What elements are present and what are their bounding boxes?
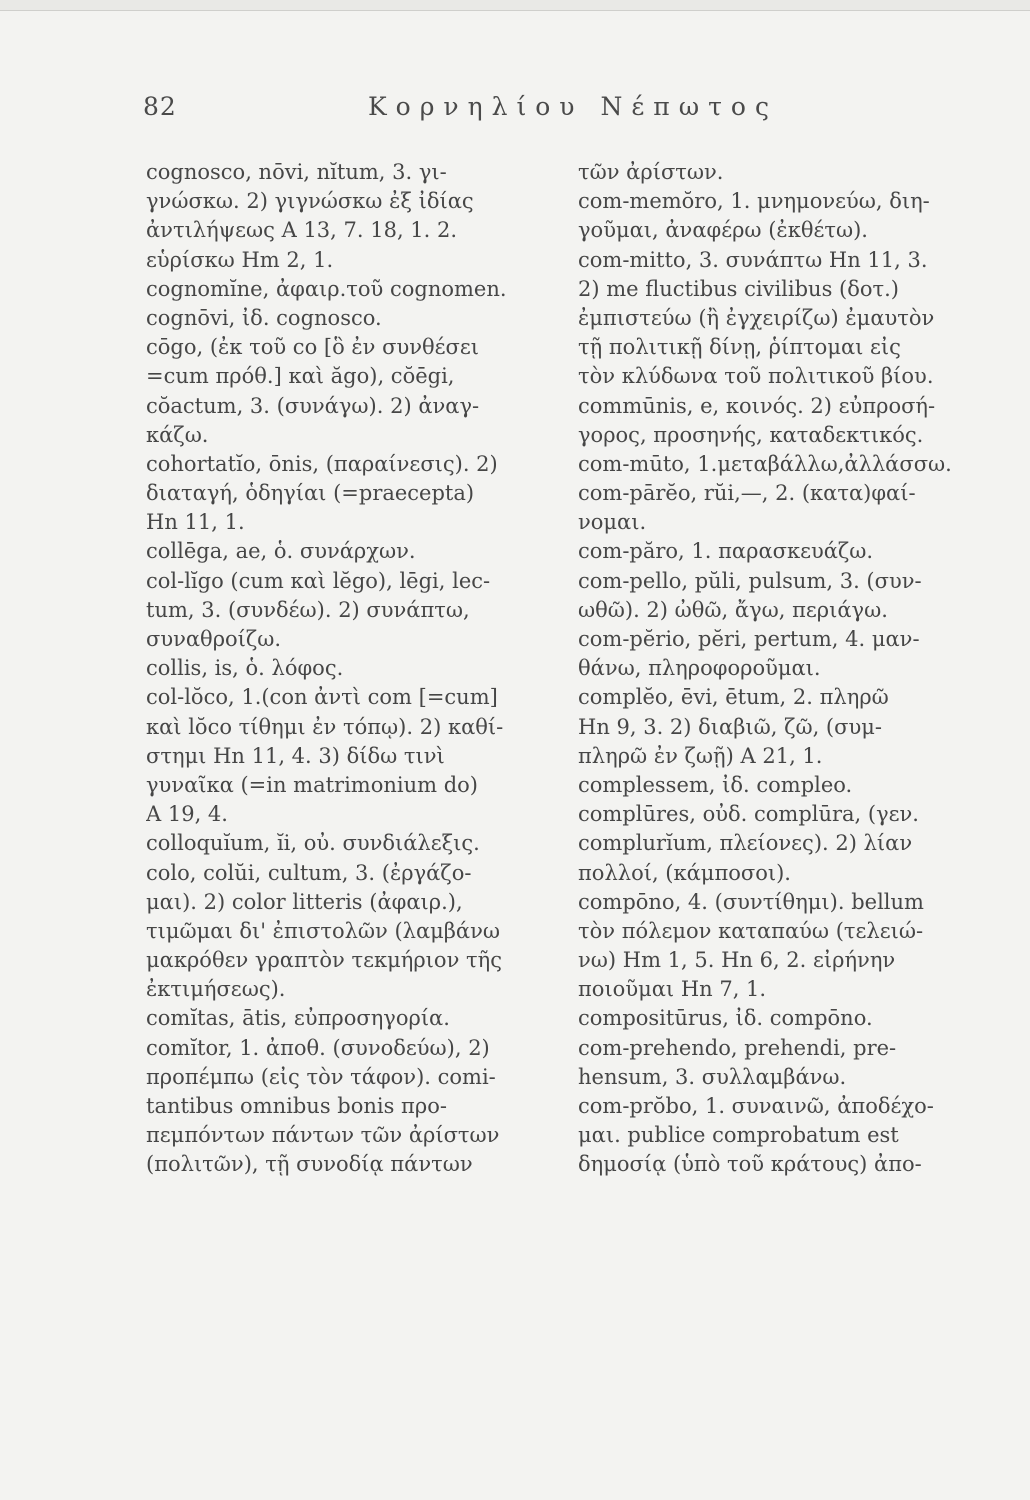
text-line: (πολιτῶν), τῇ συνοδίᾳ πάντων xyxy=(146,1152,473,1177)
text-line: com-prehendo, prehendi, pre- xyxy=(578,1035,897,1060)
text-line: 2) me fluctibus civilibus (δοτ.) xyxy=(578,276,899,301)
text-line: col-lŏco, 1.(con ἀντὶ com [=cum] xyxy=(146,685,498,710)
running-title: Κορνηλίου Νέπωτος xyxy=(368,92,778,121)
text-line: κάζω. xyxy=(146,422,209,447)
text-line: ἀντιλήψεως Α 13, 7. 18, 1. 2. xyxy=(146,218,458,243)
text-line: γοῦμαι, ἀναφέρω (ἐκθέτω). xyxy=(578,218,868,243)
text-line: com-mūto, 1.μεταβάλλω,ἀλλάσσω. xyxy=(578,451,952,476)
text-line: cōgo, (ἐκ τοῦ co [ὃ ἐν συνθέσει xyxy=(146,335,479,360)
text-line: cohortatĭo, ōnis, (παραίνεσις). 2) xyxy=(146,451,498,476)
text-line: πολλοί, (κάμποσοι). xyxy=(578,860,791,885)
text-line: compositūrus, ἰδ. compōno. xyxy=(578,1006,873,1031)
text-line: Hn 9, 3. 2) διαβιῶ, ζῶ, (συμ- xyxy=(578,714,882,739)
text-line: ωθῶ). 2) ὠθῶ, ἄγω, περιάγω. xyxy=(578,597,888,622)
text-line: μακρόθεν γραπτὸν τεκμήριον τῆς xyxy=(146,948,502,973)
text-line: com-pello, pŭli, pulsum, 3. (συν- xyxy=(578,568,922,593)
text-line: com-mitto, 3. συνάπτω Hn 11, 3. xyxy=(578,247,928,272)
text-line: Α 19, 4. xyxy=(146,802,228,827)
text-line: comĭtas, ātis, εὐπροσηγορία. xyxy=(146,1006,450,1031)
text-line: γυναῖκα (=in matrimonium do) xyxy=(146,772,479,797)
text-line: compōno, 4. (συντίθημι). bellum xyxy=(578,889,924,914)
text-line: ἐκτιμήσεως). xyxy=(146,977,286,1002)
page-top-edge xyxy=(0,0,1030,11)
text-line: tantibus omnibus bonis προ- xyxy=(146,1094,447,1118)
text-line: collis, is, ὁ. λόφος. xyxy=(146,656,344,681)
text-line: complūres, οὐδ. complūra, (γεν. xyxy=(578,802,919,827)
text-line: com-memŏro, 1. μνημονεύω, διη- xyxy=(578,189,930,214)
text-line: μαι. publice comprobatum est xyxy=(578,1123,899,1148)
text-line: γορος, προσηνής, καταδεκτικός. xyxy=(578,422,924,447)
text-line: commūnis, e, κοινός. 2) εὐπροσή- xyxy=(578,393,936,418)
text-line: hensum, 3. συλλαμβάνω. xyxy=(578,1064,847,1089)
text-line: cognōvi, ἰδ. cognosco. xyxy=(146,305,382,330)
text-line: νω) Hm 1, 5. Hn 6, 2. εἰρήνην xyxy=(578,948,896,973)
right-column xyxy=(578,158,990,1180)
text-line: τὸν πόλεμον καταπαύω (τελειώ- xyxy=(578,918,924,943)
text-line: προπέμπω (εἰς τὸν τάφον). comi- xyxy=(146,1064,496,1089)
text-line: cŏactum, 3. (συνάγω). 2) ἀναγ- xyxy=(146,393,480,418)
text-line: com-pārĕo, rŭi,—, 2. (κατα)φαί- xyxy=(578,481,916,506)
text-line: τιμῶμαι δι' ἐπιστολῶν (λαμβάνω xyxy=(146,918,501,943)
page-header xyxy=(0,92,1030,132)
text-line: tum, 3. (συνδέω). 2) συνάπτω, xyxy=(146,597,470,622)
text-line: μαι). 2) color litteris (ἀφαιρ.), xyxy=(146,889,463,914)
text-line: γνώσκω. 2) γιγνώσκω ἐξ ἰδίας xyxy=(146,189,474,214)
text-line: =cum πρόθ.] καὶ ăgo), cŏēgi, xyxy=(146,364,455,389)
text-line: comĭtor, 1. ἀποθ. (συνοδεύω), 2) xyxy=(146,1035,490,1060)
text-line: ἐμπιστεύω (ἢ ἐγχειρίζω) ἐμαυτὸν xyxy=(578,305,935,330)
text-line: συναθροίζω. xyxy=(146,627,282,651)
text-line: νομαι. xyxy=(578,510,647,535)
text-line: Hn 11, 1. xyxy=(146,510,245,535)
text-line: πεμπόντων πάντων τῶν ἀρίστων xyxy=(146,1123,500,1148)
text-line: τῇ πολιτικῇ δίνῃ, ῥίπτομαι εἰς xyxy=(578,335,901,360)
text-line: com-păro, 1. παρασκευάζω. xyxy=(578,539,874,564)
text-line: εὑρίσκω Hm 2, 1. xyxy=(146,247,334,272)
text-line: καὶ lŏco τίθημι ἐν τόπῳ). 2) καθί- xyxy=(146,714,504,739)
text-line: colo, colŭi, cultum, 3. (ἐργάζο- xyxy=(146,860,472,885)
text-line: δημοσίᾳ (ὑπὸ τοῦ κράτους) ἀπο- xyxy=(578,1152,922,1177)
text-line: complurĭum, πλείονες). 2) λίαν xyxy=(578,831,913,856)
text-line: τὸν κλύδωνα τοῦ πολιτικοῦ βίου. xyxy=(578,364,934,389)
text-line: cognomĭne, ἀφαιρ.τοῦ cognomen. xyxy=(146,276,507,301)
text-line: πληρῶ ἐν ζωῇ) Α 21, 1. xyxy=(578,743,823,768)
text-line: com-pĕrio, pĕri, pertum, 4. μαν- xyxy=(578,627,920,651)
text-line: complĕo, ēvi, ētum, 2. πληρῶ xyxy=(578,685,889,710)
left-column xyxy=(146,158,568,1180)
text-line: τῶν ἀρίστων. xyxy=(578,160,724,184)
page-number: 82 xyxy=(143,92,177,121)
text-line: διαταγή, ὁδηγίαι (=praecepta) xyxy=(146,481,475,506)
text-line: στημι Hn 11, 4. 3) δίδω τινὶ xyxy=(146,743,445,768)
text-line: cognosco, nōvi, nĭtum, 3. γι- xyxy=(146,160,447,184)
text-line: colloquĭum, ĭi, οὐ. συνδιάλεξις. xyxy=(146,831,480,856)
text-line: col-lĭgo (cum καὶ lĕgo), lēgi, lec- xyxy=(146,568,491,593)
text-line: ποιοῦμαι Hn 7, 1. xyxy=(578,977,767,1002)
text-line: θάνω, πληροφοροῦμαι. xyxy=(578,656,821,681)
text-line: complessem, ἰδ. compleo. xyxy=(578,772,853,797)
text-line: collēga, ae, ὁ. συνάρχων. xyxy=(146,539,416,564)
text-line: com-prŏbo, 1. συναινῶ, ἀποδέχο- xyxy=(578,1094,934,1118)
